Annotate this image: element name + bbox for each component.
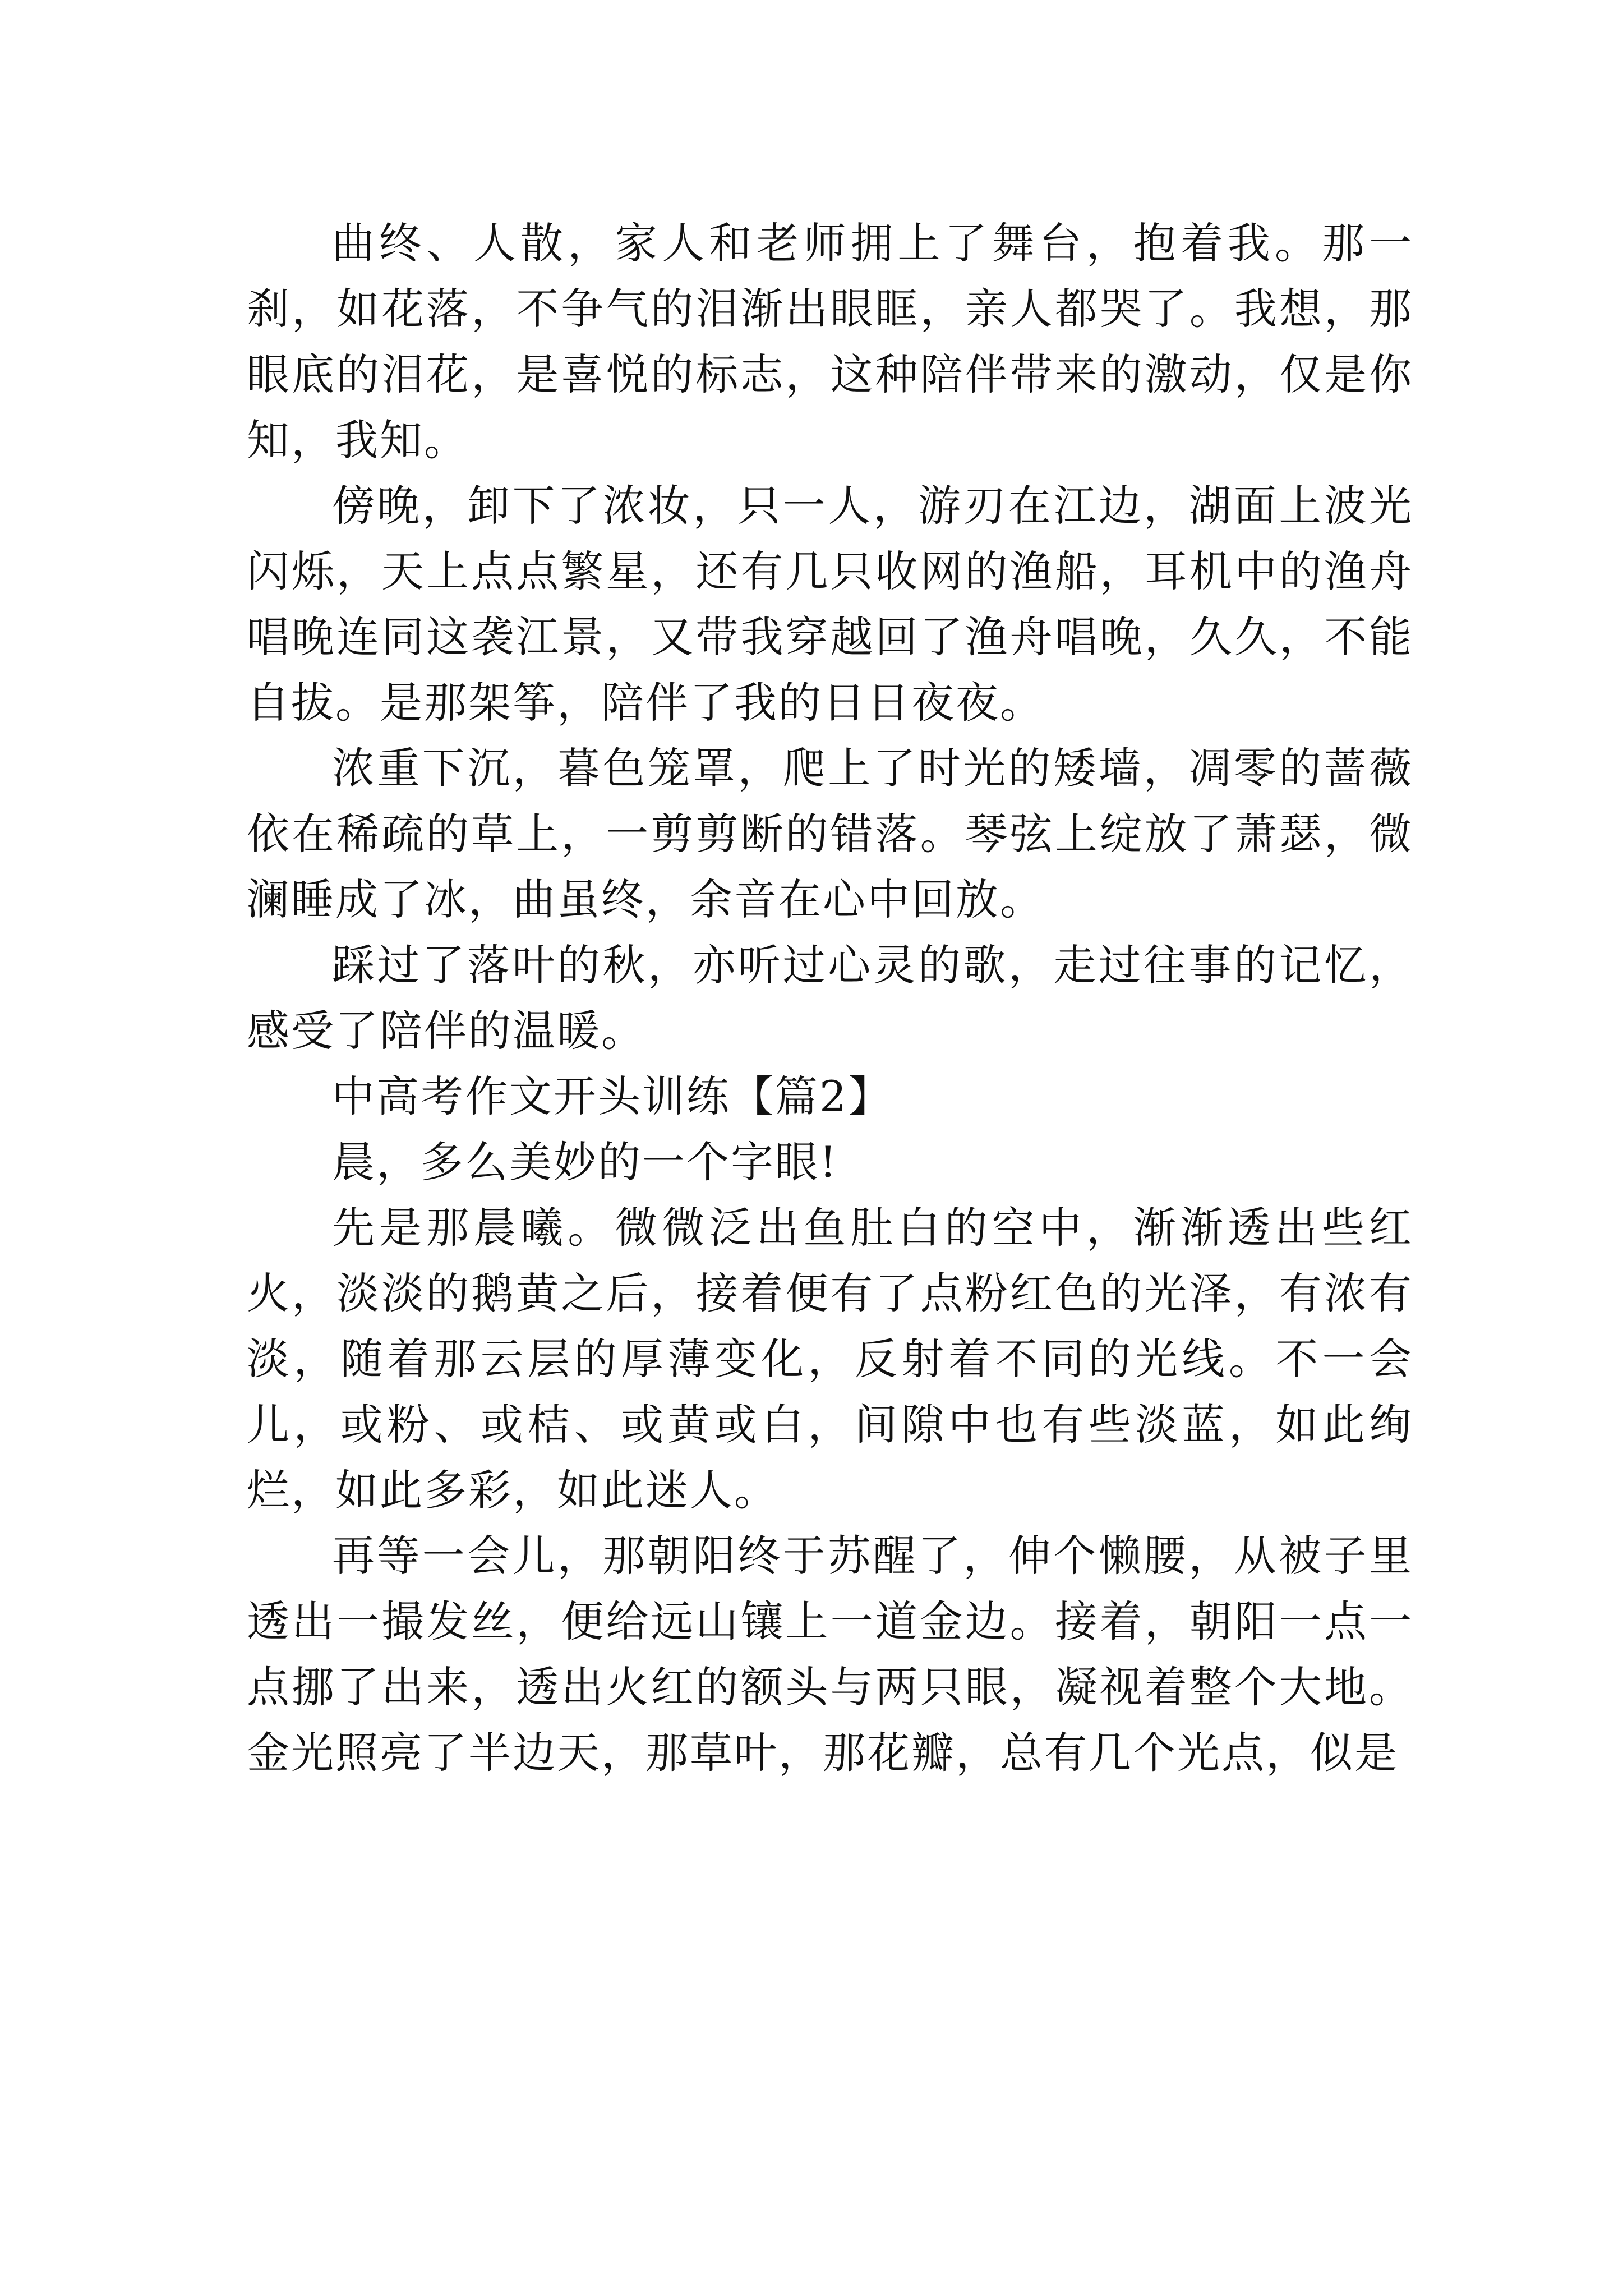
section-heading: 中高考作文开头训练【篇2】	[332, 1071, 893, 1121]
paragraph: 踩过了落叶的秋，亦听过心灵的歌，走过往事的记忆，感受了陪伴的温暖。	[247, 940, 1413, 1056]
paragraph: 浓重下沉，暮色笼罩，爬上了时光的矮墙，凋零的蔷薇依在稀疏的草上，一剪剪断的错落。琴弦上绽放了萧瑟，微澜睡成了冰，曲虽终，余音在心中回放。	[247, 743, 1413, 924]
paragraph: 晨，多么美妙的一个字眼!	[332, 1137, 838, 1187]
paragraph: 先是那晨曦。微微泛出鱼肚白的空中，渐渐透出些红火，淡淡的鹅黄之后，接着便有了点粉红色的光泽，有浓有淡，随着那云层的厚薄变化，反射着不同的光线。不一会儿，或粉、或桔、或黄或白，间隙中也有些淡蓝，如此绚烂，如此多彩，如此迷人。	[247, 1203, 1413, 1515]
paragraph: 曲终、人散，家人和老师拥上了舞台，抱着我。那一刹，如花落，不争气的泪渐出眼眶，亲人都哭了。我想，那眼底的泪花，是喜悦的标志，这种陪伴带来的激动，仅是你知，我知。	[247, 218, 1413, 465]
paragraph: 傍晚，卸下了浓妆，只一人，游刃在江边，湖面上波光闪烁，天上点点繁星，还有几只收网的渔船，耳机中的渔舟唱晚连同这袭江景，又带我穿越回了渔舟唱晚，久久，不能自拔。是那架筝，陪伴了我的日日夜夜。	[247, 481, 1413, 728]
document-body	[247, 210, 1413, 1786]
paragraph: 再等一会儿，那朝阳终于苏醒了，伸个懒腰，从被子里透出一撮发丝，便给远山镶上一道金边。接着，朝阳一点一点挪了出来，透出火红的额头与两只眼，凝视着整个大地。金光照亮了半边天，那草叶，那花瓣，总有几个光点，似是	[247, 1531, 1413, 1778]
